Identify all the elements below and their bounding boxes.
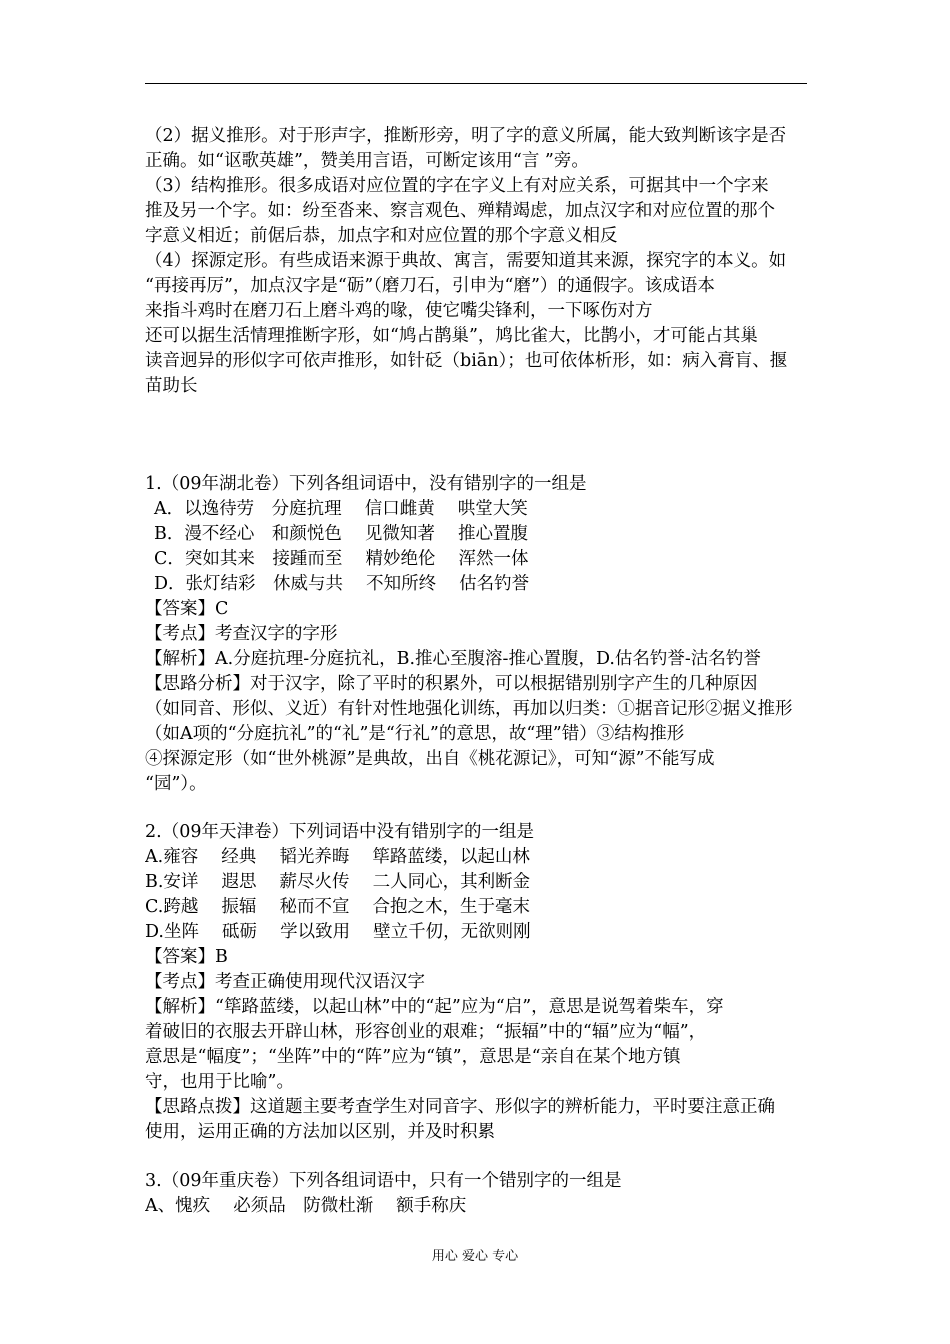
option-b: B.安详 遐思 薪尽火传 二人同心，其利断金	[145, 872, 531, 892]
thinking-line: “园”）。	[145, 774, 207, 794]
page-footer: 用心 爱心 专心	[431, 1249, 519, 1264]
option-d: D．张灯结彩 休威与共 不知所终 估名钓誉	[154, 574, 530, 594]
question-stem: 3.（09年重庆卷）下列各组词语中，只有一个错别字的一组是	[145, 1171, 622, 1191]
question-stem: 1.（09年湖北卷）下列各组词语中，没有错别字的一组是	[145, 474, 587, 494]
intro-line: 苗助长	[145, 376, 198, 396]
option-d: D.坐阵 砥砺 学以致用 壁立千仞，无欲则刚	[145, 922, 531, 942]
thinking-line: ④探源定形（如“世外桃源”是典故，出自《桃花源记》，可知“源”不能写成	[145, 749, 715, 769]
thinking-line: （如A项的“分庭抗礼”的“礼”是“行礼”的意思，故“理”错）③结构推形	[145, 724, 685, 744]
analysis-line: 着破旧的衣服去开辟山林，形容创业的艰难；“振辐”中的“辐”应为“幅”，	[145, 1022, 707, 1042]
exam-point: 【考点】考查正确使用现代汉语汉字	[145, 972, 425, 992]
thinking-line: 【思路分析】对于汉字，除了平时的积累外，可以根据错别别字产生的几种原因	[145, 674, 758, 694]
tips-line: 使用，运用正确的方法加以区别，并及时积累	[145, 1122, 495, 1142]
option-c: C.跨越 振辐 秘而不宣 合抱之木，生于毫末	[145, 897, 531, 917]
intro-line: （4）探源定形。有些成语来源于典故、寓言，需要知道其来源，探究字的本义。如	[145, 251, 787, 271]
exam-point: 【考点】考查汉字的字形	[145, 624, 338, 644]
tips-line: 【思路点拨】这道题主要考查学生对同音字、形似字的辨析能力，平时要注意正确	[145, 1097, 775, 1117]
intro-line: （2）据义推形。对于形声字，推断形旁，明了字的意义所属，能大致判断该字是否	[145, 126, 787, 146]
thinking-line: （如同音、形似、义近）有针对性地强化训练，再加以归类：①据音记形②据义推形	[145, 699, 793, 719]
option-c: C．突如其来 接踵而至 精妙绝伦 浑然一体	[154, 549, 529, 569]
intro-line: 正确。如“讴歌英雄”，赞美用言语，可断定该用“言 ”旁。	[145, 151, 589, 171]
intro-line: 字意义相近；前倨后恭，加点字和对应位置的那个字意义相反	[145, 226, 618, 246]
analysis-line: 守，也用于比喻”。	[145, 1072, 294, 1092]
analysis-line: 【解析】“筚路蓝缕，以起山林”中的“起”应为“启”，意思是说驾着柴车，穿	[145, 997, 724, 1017]
answer: 【答案】B	[145, 947, 228, 967]
option-b: B．漫不经心 和颜悦色 见微知著 推心置腹	[154, 524, 528, 544]
question-3	[145, 1169, 809, 1219]
question-1	[145, 472, 809, 797]
intro-line: 还可以据生活情理推断字形，如“鸠占鹊巢”，鸠比雀大，比鹊小，才可能占其巢	[145, 326, 758, 346]
intro-line: “再接再厉”，加点汉字是“砺”（磨刀石，引申为“磨”）的通假字。该成语本	[145, 276, 715, 296]
intro-line: （3）结构推形。很多成语对应位置的字在字义上有对应关系，可据其中一个字来	[145, 176, 769, 196]
intro-line: 推及另一个字。如：纷至沓来、察言观色、殚精竭虑，加点汉字和对应位置的那个	[145, 201, 775, 221]
analysis: 【解析】A.分庭抗理-分庭抗礼，B.推心至腹溶-推心置腹，D.估名钓誉-沽名钓誉	[145, 649, 761, 669]
option-a: A.雍容 经典 韬光养晦 筚路蓝缕，以起山林	[145, 847, 530, 867]
analysis-line: 意思是“幅度”；“坐阵”中的“阵”应为“镇”，意思是“亲自在某个地方镇	[145, 1047, 681, 1067]
answer: 【答案】C	[145, 599, 229, 619]
intro-section	[145, 124, 809, 399]
intro-line: 读音迥异的形似字可依声推形，如针砭（biān）；也可依体析形，如：病入膏肓、揠	[145, 351, 788, 371]
option-a: A．以逸待劳 分庭抗理 信口雌黄 哄堂大笑	[154, 499, 528, 519]
intro-line: 来指斗鸡时在磨刀石上磨斗鸡的喙，使它嘴尖锋利，一下啄伤对方	[145, 301, 653, 321]
question-2	[145, 820, 809, 1145]
question-stem: 2.（09年天津卷）下列词语中没有错别字的一组是	[145, 822, 534, 842]
option-a: A、愧疚 必须品 防微杜渐 额手称庆	[145, 1196, 467, 1216]
header-rule	[145, 83, 807, 84]
